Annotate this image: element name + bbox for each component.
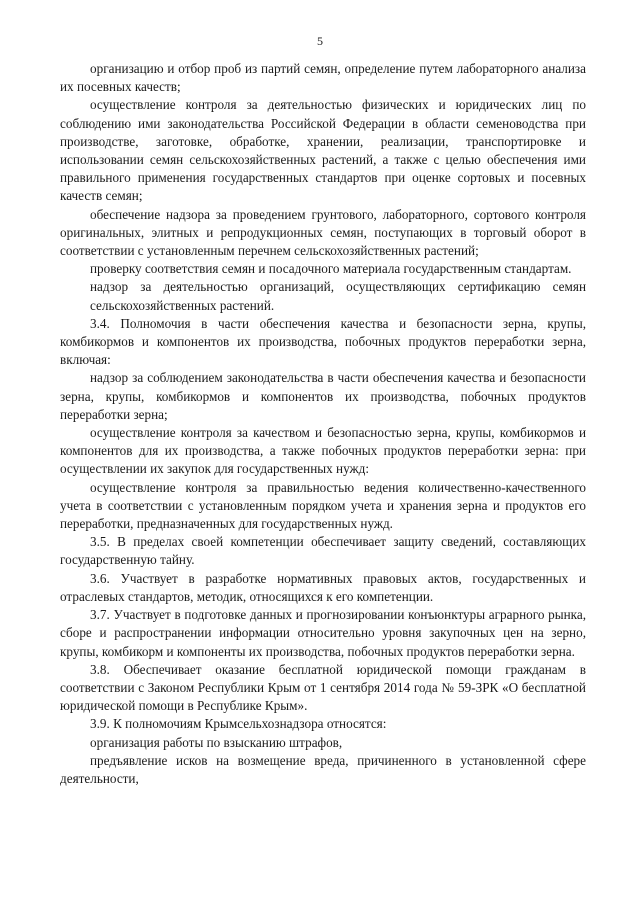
paragraph-supervision-seed-control: обеспечение надзора за проведением грунтового, лабораторного, сортового контроля оригинальных, элитных и репродукционных семян, поступающих в торговый оборот в соответствии с установленным перечнем сельскохозяйственных растений; bbox=[60, 206, 586, 259]
paragraph-certification-supervision: надзор за деятельностью организаций, осуществляющих сертификацию семян сельскохозяйственных растений. bbox=[90, 279, 586, 313]
paragraph-fines-collection: организация работы по взысканию штрафов, bbox=[90, 734, 343, 750]
page-number: 5 bbox=[317, 34, 323, 48]
paragraph-section-3-6: 3.6. Участвует в разработке нормативных правовых актов, государственных и отраслевых стандартов, методик, относящихся к его компетенции. bbox=[60, 570, 586, 604]
paragraph-grain-law-supervision: надзор за соблюдением законодательства в части обеспечения качества и безопасности зерна, крупы, комбикормов и компонентов их производства, побочных продуктов переработки зерна; bbox=[60, 370, 586, 422]
paragraph-control-seed-law: осуществление контроля за деятельностью физических и юридических лиц по соблюдению ими законодательства Российской Федерации в области семеноводства при производстве, заготовке, обработке, хранении, реализации, транспортировке и использовании семян сельскохозяйственных растений, а также с целью обеспечения ими правильного применения государственных стандартов при оценке сортовых и посевных качеств семян; bbox=[60, 97, 586, 204]
paragraph-section-3-4: 3.4. Полномочия в части обеспечения качества и безопасности зерна, крупы, комбикормов и компонентов их производства, побочных продуктов переработки зерна, включая: bbox=[60, 315, 586, 368]
paragraph-grain-quality-control: осуществление контроля за качеством и безопасностью зерна, крупы, комбикормов и компонентов для их производства, а также побочных продуктов переработки зерна: при осуществлении их закупок для государственных нужд: bbox=[60, 425, 586, 477]
paragraph-seed-standards-check: проверку соответствия семян и посадочного материала государственным стандартам. bbox=[90, 261, 572, 277]
paragraph-section-3-9: 3.9. К полномочиям Крымсельхознадзора относятся: bbox=[90, 716, 387, 732]
paragraph-section-3-5: 3.5. В пределах своей компетенции обеспечивает защиту сведений, составляющих государственную тайну. bbox=[60, 534, 586, 568]
paragraph-sampling: организацию и отбор проб из партий семян, определение путем лабораторного анализа их посевных качеств; bbox=[60, 61, 586, 95]
document-body bbox=[60, 60, 586, 788]
paragraph-grain-accounting-control: осуществление контроля за правильностью ведения количественно-качественного учета в соответствии с установленным порядком учета и хранения зерна и продуктов его переработки, предназначенных для государственных нужд. bbox=[60, 479, 586, 532]
paragraph-section-3-8: 3.8. Обеспечивает оказание бесплатной юридической помощи гражданам в соответствии с Законом Республики Крым от 1 сентября 2014 года № 59-ЗРК «О бесплатной юридической помощи в Республике Крым». bbox=[60, 661, 586, 714]
paragraph-damage-claims: предъявление исков на возмещение вреда, причиненного в установленной сфере деятельности, bbox=[60, 752, 586, 786]
paragraph-section-3-7: 3.7. Участвует в подготовке данных и прогнозировании конъюнктуры аграрного рынка, сборе и распространении информации относительно уровня закупочных цен на зерно, крупы, комбикорм и компоненты их производства, побочных продуктов переработки зерна. bbox=[60, 607, 586, 659]
